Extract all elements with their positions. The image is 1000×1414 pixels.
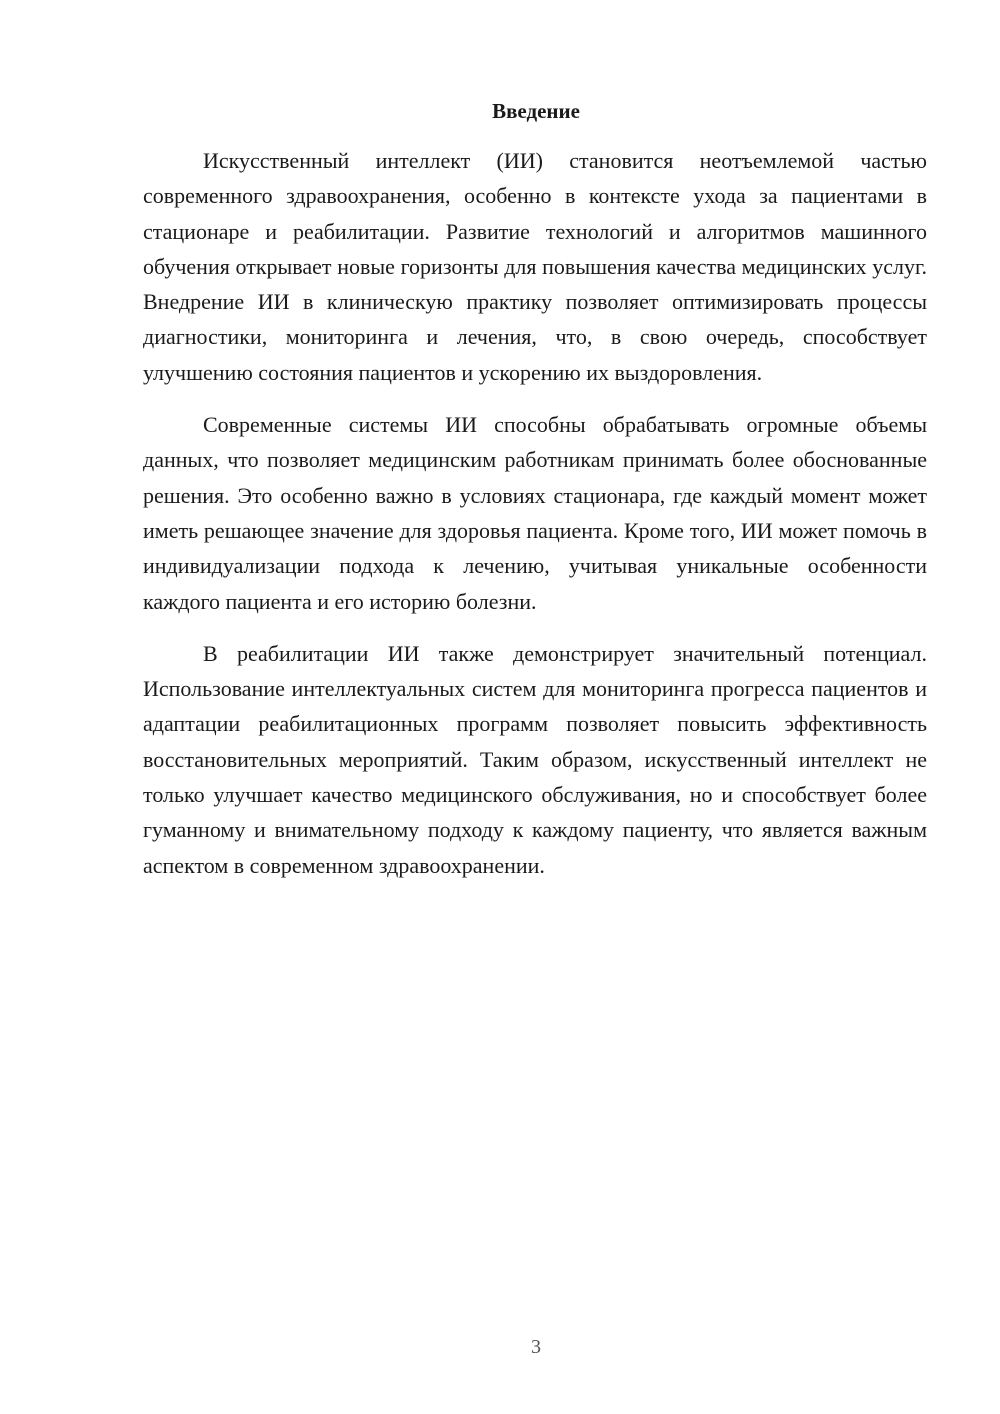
- body-text: [143, 143, 927, 900]
- section-heading: Введение: [492, 99, 580, 123]
- paragraph-3: В реабилитации ИИ также демонстрирует значительный потенциал. Использование интеллектуальных систем для мониторинга прогресса пациентов и адаптации реабилитационных программ позволяет повысить эффективность восстановительных мероприятий. Таким образом, искусственный интеллект не только улучшает качество медицинского обслуживания, но и способствует более гуманному и внимательному подходу к каждому пациенту, что является важным аспектом в современном здравоохранении.: [143, 640, 927, 878]
- paragraph-1: Искусственный интеллект (ИИ) становится неотъемлемой частью современного здравоохранения, особенно в контексте ухода за пациентами в стационаре и реабилитации. Развитие технологий и алгоритмов машинного обучения открывает новые горизонты для повышения качества медицинских услуг. Внедрение ИИ в клиническую практику позволяет оптимизировать процессы диагностики, мониторинга и лечения, что, в свою очередь, способствует улучшению состояния пациентов и ускорению их выздоровления.: [143, 148, 927, 385]
- page-number: 3: [531, 1336, 541, 1358]
- paragraph-2: Современные системы ИИ способны обрабатывать огромные объемы данных, что позволяет медицинским работникам принимать более обоснованные решения. Это особенно важно в условиях стационара, где каждый момент может иметь решающее значение для здоровья пациента. Кроме того, ИИ может помочь в индивидуализации подхода к лечению, учитывая уникальные особенности каждого пациента и его историю болезни.: [143, 412, 927, 614]
